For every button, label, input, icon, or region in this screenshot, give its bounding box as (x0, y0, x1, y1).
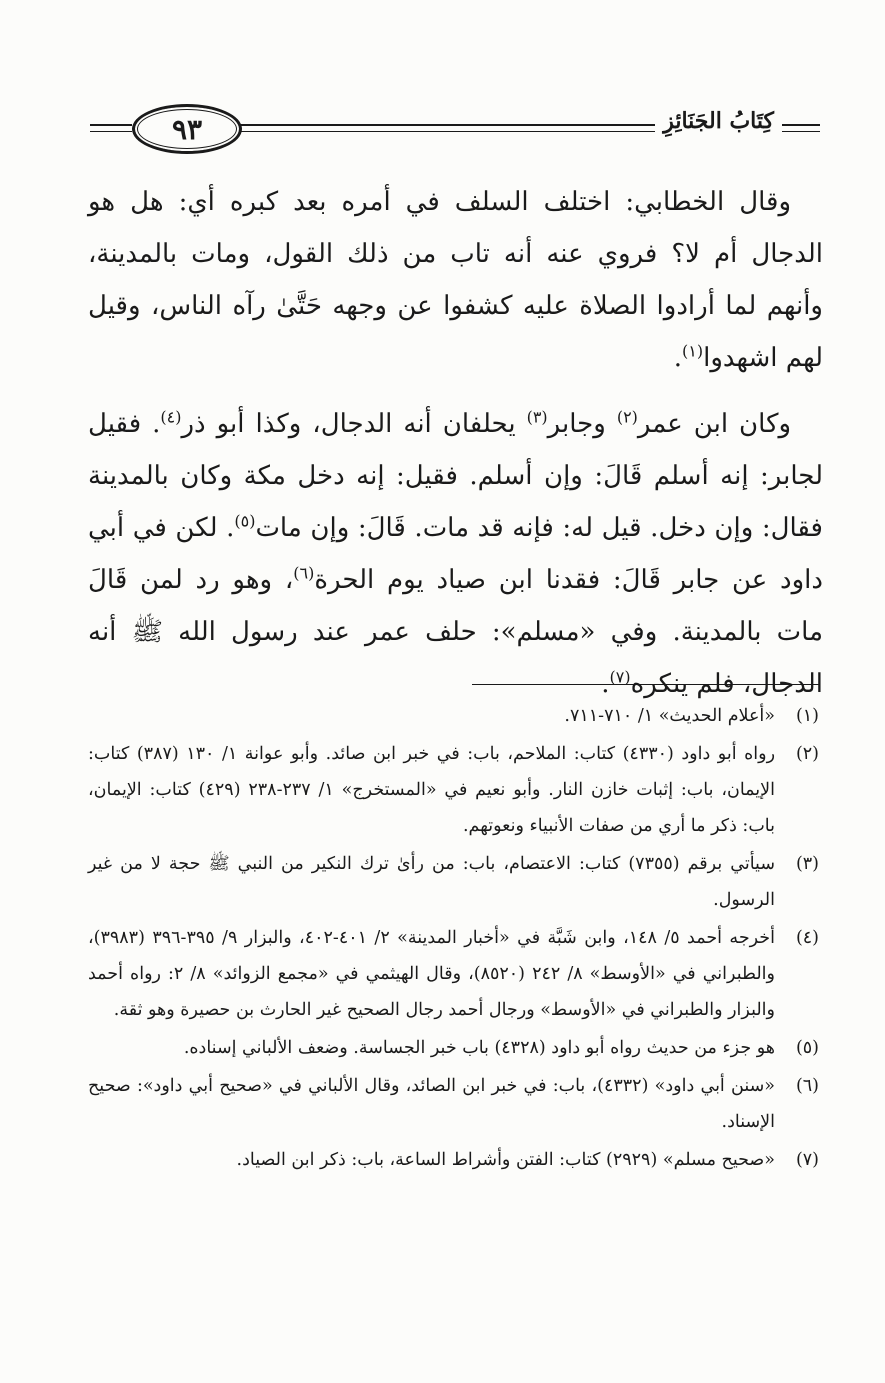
paragraph-2-text-b: وجابر (547, 409, 617, 439)
header-rule-left-thin (90, 131, 132, 132)
footnote-1 (88, 698, 823, 734)
footnote-ref-3: (٣) (526, 407, 548, 427)
paragraph-2-end: . (601, 669, 610, 699)
footnote-6 (88, 1068, 823, 1140)
paragraph-2-text-a: وكان ابن عمر (637, 409, 791, 439)
footnote-text: رواه أبو داود (٤٣٣٠) كتاب: الملاحم، باب: في خبر ابن صائد. وأبو عوانة ١/ ١٣٠ (٣٨٧) كتاب: الإيمان، باب: إثبات خازن النار. وأبو نعيم في «المستخرج» ١/ ٢٣٧-٢٣٨ (٤٢٩) كتاب: الإيمان، باب: ذكر ما أري من صفات الأنبياء ونعوتهم. (88, 744, 776, 836)
header-rule-left (90, 124, 132, 126)
footnote-2 (88, 736, 823, 844)
footnote-number: (٦) (795, 1076, 819, 1096)
footnote-number: (٢) (795, 744, 819, 764)
footnote-3 (88, 846, 823, 918)
footnote-number: (٥) (795, 1038, 819, 1058)
footnote-separator (472, 684, 820, 685)
footnote-number: (١) (795, 706, 819, 726)
paragraph-2-text-e: . لكن في أبي داود عن جابر قَالَ: فقدنا ابن صياد يوم الحرة (88, 513, 823, 595)
footnote-text: «أعلام الحديث» ١/ ٧١٠-٧١١. (564, 706, 775, 726)
paragraph-2-text-c: يحلفان أنه الدجال، وكذا أبو ذر (181, 409, 527, 439)
running-title: كِتَابُ الجَنَائِزِ (655, 108, 782, 134)
paragraph-2-text-d: . فقيل لجابر: إنه أسلم قَالَ: وإن أسلم. فقيل: إنه دخل مكة وكان بالمدينة فقال: وإن دخل. قيل له: فإنه قد مات. قَالَ: وإن مات (88, 409, 823, 543)
footnote-ref-4: (٤) (160, 407, 182, 427)
footnote-text: «صحيح مسلم» (٢٩٢٩) كتاب: الفتن وأشراط الساعة، باب: ذكر ابن الصياد. (236, 1150, 775, 1170)
footnote-text: سيأتي برقم (٧٣٥٥) كتاب: الاعتصام، باب: من رأىٰ ترك النكير من النبي ﷺ حجة لا من غير الرسول. (88, 854, 775, 910)
footnote-number: (٤) (795, 928, 819, 948)
paragraph-1-text: وقال الخطابي: اختلف السلف في أمره بعد كبره أي: هل هو الدجال أم لا؟ فروي عنه أنه تاب من ذلك القول، ومات بالمدينة، وأنهم لما أرادوا الصلاة عليه كشفوا عن وجهه حَتَّىٰ رآه الناس، وقيل لهم اشهدوا (88, 187, 823, 373)
page-number: ٩٣ (132, 104, 242, 154)
footnote-ref-5: (٥) (234, 511, 256, 531)
footnote-text: هو جزء من حديث رواه أبو داود (٤٣٢٨) باب خبر الجساسة. وضعف الألباني إسناده. (183, 1038, 775, 1058)
footnote-7 (88, 1142, 823, 1178)
footnote-number: (٣) (795, 854, 819, 874)
header-rule-right (782, 124, 820, 126)
footnote-text: «سنن أبي داود» (٤٣٣٢)، باب: في خبر ابن الصائد، وقال الألباني في «صحيح أبي داود»: صحيح الإسناد. (88, 1076, 775, 1132)
main-text (88, 176, 823, 724)
paragraph-1-end: . (673, 343, 682, 373)
footnotes (88, 698, 823, 1180)
page-header (90, 98, 820, 160)
paragraph-2 (88, 398, 823, 710)
footnote-5 (88, 1030, 823, 1066)
header-rule-middle (236, 124, 656, 126)
footnote-ref-1: (١) (682, 341, 704, 361)
paragraph-1 (88, 176, 823, 384)
paragraph-2-text-f: ، وهو رد لمن قَالَ مات بالمدينة. وفي «مسلم»: حلف عمر عند رسول الله ﷺ أنه الدجال، فلم ينكره (88, 565, 823, 699)
footnote-text: أخرجه أحمد ٥/ ١٤٨، وابن شَبَّة في «أخبار المدينة» ٢/ ٤٠١-٤٠٢، والبزار ٩/ ٣٩٥-٣٩٦ (٣٩٨٣)، والطبراني في «الأوسط» ٨/ ٢٤٢ (٨٥٢٠)، وقال الهيثمي في «مجمع الزوائد» ٨/ ٢: رواه أحمد والبزار والطبراني في «الأوسط» ورجال أحمد رجال الصحيح غير الحارث بن حصيرة وهو ثقة. (88, 928, 775, 1020)
footnote-ref-7: (٧) (609, 667, 631, 687)
footnote-4 (88, 920, 823, 1028)
footnote-ref-6: (٦) (293, 563, 315, 583)
header-rule-right-thin (782, 131, 820, 132)
footnote-number: (٧) (795, 1150, 819, 1170)
footnote-ref-2: (٢) (616, 407, 638, 427)
header-rule-middle-thin (236, 131, 656, 132)
